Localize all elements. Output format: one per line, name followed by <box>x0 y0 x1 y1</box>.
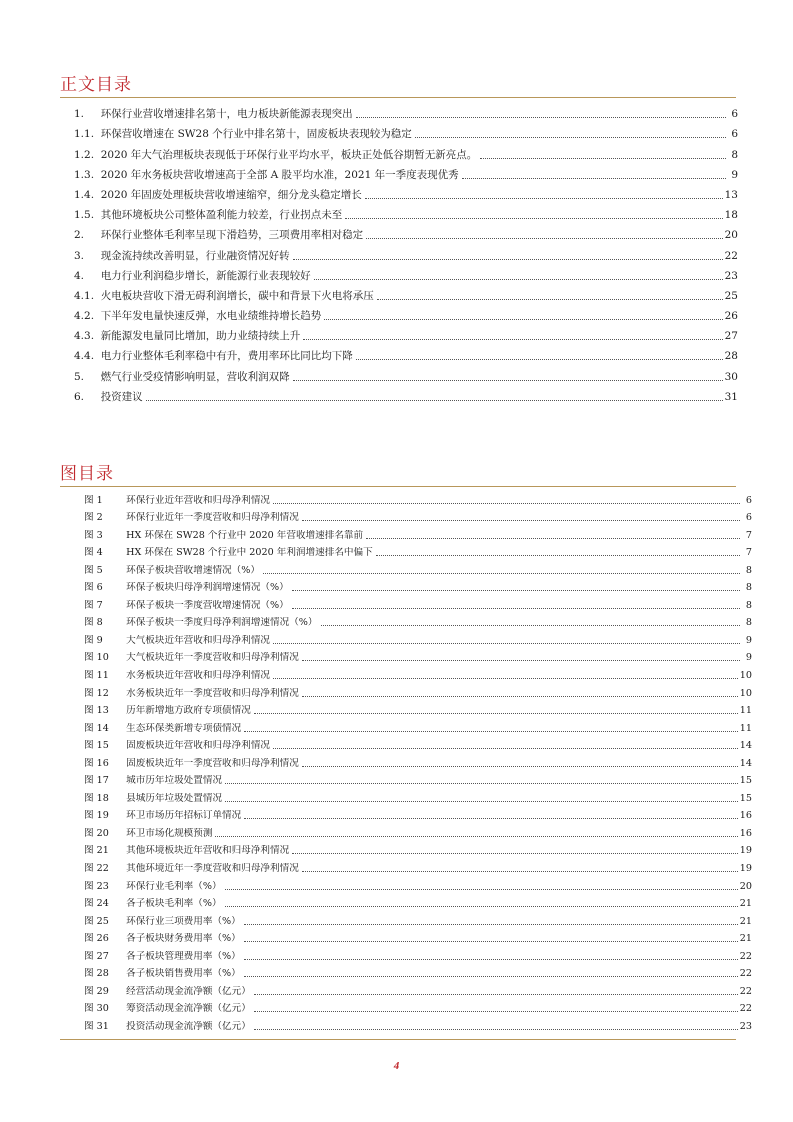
figure-entry-page-number: 19 <box>739 845 752 857</box>
figure-entry-page-number: 8 <box>745 617 752 629</box>
toc-entry-page-number: 23 <box>724 269 738 282</box>
figure-entry-number: 图 11 <box>84 670 109 682</box>
figure-entry-page-number: 21 <box>739 933 752 945</box>
figure-entry-17[interactable] <box>60 770 752 788</box>
figure-entry-page-number: 8 <box>745 599 752 611</box>
figure-entry-label <box>60 530 363 542</box>
figure-entry-label <box>60 705 251 717</box>
figure-entry-number: 图 14 <box>84 722 109 734</box>
figure-entry-19[interactable] <box>60 805 752 823</box>
leader-dots <box>302 520 740 521</box>
leader-dots <box>365 198 723 199</box>
figure-entry-12[interactable] <box>60 682 752 700</box>
toc-entry-label <box>60 250 290 263</box>
figure-entry-page-number: 19 <box>739 863 752 875</box>
toc-entry-page-number: 9 <box>731 168 738 181</box>
figure-entry-number: 图 5 <box>84 564 103 576</box>
toc-entry-text: 燃气行业受疫情影响明显，营收利润双降 <box>100 370 290 383</box>
figure-entry-label <box>60 810 241 822</box>
toc-entry-text: 2020 年水务板块营收增速高于全部 A 股平均水准，2021 年一季度表现优秀 <box>100 168 459 181</box>
figure-entry-text: HX 环保在 SW28 个行业中 2020 年利润增速排名中偏下 <box>126 547 373 559</box>
figure-entry-number: 图 25 <box>84 915 109 927</box>
figure-entry-number: 图 17 <box>84 775 109 787</box>
figure-entry-13[interactable] <box>60 700 752 718</box>
leader-dots <box>273 678 738 679</box>
figure-entry-text: 环卫市场历年招标订单情况 <box>126 810 242 822</box>
figure-entry-page-number: 16 <box>739 810 752 822</box>
leader-dots <box>244 731 738 732</box>
figure-entry-label <box>60 600 289 612</box>
figure-entry-26[interactable] <box>60 928 752 946</box>
figure-entry-28[interactable] <box>60 963 752 981</box>
leader-dots <box>254 713 738 714</box>
toc-entry-label <box>60 391 143 404</box>
figure-entry-text: 环保子板块一季度归母净利润增速情况（%） <box>126 617 318 629</box>
figure-entry-text: 大气板块近年营收和归母净利情况 <box>126 634 271 646</box>
figure-entry-text: 环卫市场化规模预测 <box>126 827 213 839</box>
toc-entry-text: 新能源发电量同比增加，助力业绩持续上升 <box>100 330 301 343</box>
leader-dots <box>292 608 740 609</box>
figure-entry-label <box>60 565 260 577</box>
leader-dots <box>480 158 726 159</box>
leader-dots <box>292 853 738 854</box>
toc-entry-number: 1.1. <box>74 128 95 141</box>
leader-dots <box>376 555 740 556</box>
leader-dots <box>225 783 738 784</box>
figure-entry-15[interactable] <box>60 735 752 753</box>
figure-entry-23[interactable] <box>60 875 752 893</box>
toc-entry-number: 4.1. <box>74 289 95 302</box>
leader-dots <box>314 279 723 280</box>
leader-dots <box>273 503 740 504</box>
leader-dots <box>356 117 726 118</box>
figure-entry-page-number: 9 <box>745 634 752 646</box>
leader-dots <box>244 959 738 960</box>
toc-entry-page-number: 31 <box>724 390 738 403</box>
figure-entry-page-number: 14 <box>739 740 752 752</box>
figure-entry-page-number: 15 <box>739 792 752 804</box>
toc-entry-4[interactable] <box>60 162 738 182</box>
figure-entry-label <box>60 582 289 594</box>
figure-entry-16[interactable] <box>60 752 752 770</box>
leader-dots <box>302 871 738 872</box>
figure-entry-number: 图 21 <box>84 845 109 857</box>
figure-entry-text: 环保行业毛利率（%） <box>126 880 222 892</box>
figure-entry-number: 图 23 <box>84 880 109 892</box>
figure-entry-label <box>60 670 270 682</box>
leader-dots <box>263 573 740 574</box>
toc-entry-page-number: 18 <box>724 209 738 222</box>
figure-entry-page-number: 15 <box>739 775 752 787</box>
toc-entry-text: 投资建议 <box>100 390 143 403</box>
toc-list <box>60 101 738 404</box>
figure-entry-label <box>60 933 241 945</box>
toc-entry-text: 电力行业整体毛利率稳中有升，费用率环比同比均下降 <box>100 350 353 363</box>
figure-entry-label <box>60 740 270 752</box>
toc-entry-text: 2020 年大气治理板块表现低于环保行业平均水平，板块正处低谷期暂无新亮点。 <box>100 148 478 161</box>
figure-entry-number: 图 8 <box>84 617 103 629</box>
leader-dots <box>273 643 740 644</box>
figure-entry-1[interactable] <box>60 489 752 507</box>
figure-entry-number: 图 7 <box>84 599 103 611</box>
leader-dots <box>146 400 723 401</box>
figure-entry-text: 环保行业近年营收和归母净利情况 <box>126 494 271 506</box>
figure-entry-text: 投资活动现金流净额（亿元） <box>126 1020 251 1032</box>
leader-dots <box>293 380 723 381</box>
figure-entry-page-number: 8 <box>745 582 752 594</box>
toc-entry-page-number: 8 <box>731 148 738 161</box>
figure-entry-number: 图 4 <box>84 547 103 559</box>
figure-entry-label <box>60 898 222 910</box>
toc-entry-1[interactable] <box>60 101 738 121</box>
figure-entry-number: 图 19 <box>84 810 109 822</box>
figure-entry-label <box>60 986 251 998</box>
figure-entry-number: 图 29 <box>84 985 109 997</box>
toc-entry-number: 4.4. <box>74 350 95 363</box>
toc-entry-12[interactable] <box>60 323 738 343</box>
figure-entry-20[interactable] <box>60 822 752 840</box>
figure-entry-page-number: 22 <box>739 950 752 962</box>
leader-dots <box>225 906 738 907</box>
toc-entry-page-number: 28 <box>724 350 738 363</box>
leader-dots <box>415 137 726 138</box>
figure-entry-text: 固废板块近年一季度营收和归母净利情况 <box>126 757 299 769</box>
figure-entry-27[interactable] <box>60 945 752 963</box>
figure-entry-page-number: 6 <box>745 494 752 506</box>
toc-entry-text: 下半年发电量快速反弹，水电业绩维持增长趋势 <box>100 310 322 323</box>
toc-entry-label <box>60 330 300 343</box>
figure-entry-number: 图 2 <box>84 512 103 524</box>
figure-entry-text: 其他环境近年一季度营收和归母净利情况 <box>126 863 299 875</box>
leader-dots <box>366 238 722 239</box>
toc-entry-page-number: 27 <box>724 330 738 343</box>
figure-entry-label <box>60 723 241 735</box>
figure-entry-number: 图 12 <box>84 687 109 699</box>
leader-dots <box>244 941 738 942</box>
leader-dots <box>244 924 738 925</box>
figure-entry-text: 各子板块财务费用率（%） <box>126 933 241 945</box>
toc-entry-3[interactable] <box>60 141 738 161</box>
toc-entry-2[interactable] <box>60 121 738 141</box>
figure-entry-18[interactable] <box>60 787 752 805</box>
toc-entry-number: 4. <box>74 269 85 282</box>
toc-entry-10[interactable] <box>60 283 738 303</box>
figure-entry-number: 图 31 <box>84 1020 109 1032</box>
toc-entry-label <box>60 209 342 222</box>
figure-entry-text: HX 环保在 SW28 个行业中 2020 年营收增速排名靠前 <box>126 529 364 541</box>
toc-entry-label <box>60 270 311 283</box>
toc-entry-text: 2020 年固废处理板块营收增速缩窄，细分龙头稳定增长 <box>100 188 362 201</box>
footer-rule <box>60 1039 736 1040</box>
toc-entry-label <box>60 371 290 384</box>
figure-entry-page-number: 10 <box>739 687 752 699</box>
toc-title-rule <box>60 97 736 98</box>
figure-entry-14[interactable] <box>60 717 752 735</box>
figure-entry-text: 筹资活动现金流净额（亿元） <box>126 1003 251 1015</box>
figure-entry-text: 各子板块毛利率（%） <box>126 898 222 910</box>
figure-entry-page-number: 7 <box>745 529 752 541</box>
leader-dots <box>293 259 723 260</box>
toc-entry-number: 6. <box>74 390 85 403</box>
figure-entry-24[interactable] <box>60 893 752 911</box>
toc-entry-11[interactable] <box>60 303 738 323</box>
figure-entry-page-number: 22 <box>739 985 752 997</box>
figure-entry-text: 各子板块管理费用率（%） <box>126 950 241 962</box>
toc-entry-number: 1.4. <box>74 188 95 201</box>
toc-entry-page-number: 25 <box>724 289 738 302</box>
toc-entry-page-number: 6 <box>731 108 738 121</box>
leader-dots <box>292 590 740 591</box>
toc-entry-text: 环保营收增速在 SW28 个行业中排名第十，固废板块表现较为稳定 <box>100 128 412 141</box>
figure-entry-page-number: 6 <box>745 512 752 524</box>
figure-entry-text: 各子板块销售费用率（%） <box>126 968 241 980</box>
leader-dots <box>324 319 722 320</box>
figure-entry-label <box>60 617 318 629</box>
figure-entry-number: 图 28 <box>84 968 109 980</box>
figure-entry-page-number: 20 <box>739 880 752 892</box>
leader-dots <box>302 660 740 661</box>
toc-entry-number: 3. <box>74 249 85 262</box>
figure-entry-page-number: 11 <box>739 722 752 734</box>
figure-entry-text: 环保行业三项费用率（%） <box>126 915 241 927</box>
leader-dots <box>244 976 738 977</box>
figure-entry-text: 环保子板块归母净利润增速情况（%） <box>126 582 289 594</box>
figure-entry-5[interactable] <box>60 559 752 577</box>
leader-dots <box>302 696 738 697</box>
figure-entry-text: 大气板块近年一季度营收和归母净利情况 <box>126 652 299 664</box>
leader-dots <box>302 766 738 767</box>
figure-entry-4[interactable] <box>60 542 752 560</box>
figure-entry-7[interactable] <box>60 594 752 612</box>
figure-entry-21[interactable] <box>60 840 752 858</box>
toc-entry-label <box>60 310 321 323</box>
figure-entry-number: 图 20 <box>84 827 109 839</box>
figure-entry-number: 图 26 <box>84 933 109 945</box>
toc-entry-9[interactable] <box>60 263 738 283</box>
figure-entry-label <box>60 828 212 840</box>
toc-entry-text: 环保行业整体毛利率呈现下滑趋势，三项费用率相对稳定 <box>100 229 364 242</box>
leader-dots <box>377 299 723 300</box>
figure-entry-number: 图 27 <box>84 950 109 962</box>
toc-entry-page-number: 13 <box>724 188 738 201</box>
figure-entry-6[interactable] <box>60 577 752 595</box>
leader-dots <box>303 339 722 340</box>
leader-dots <box>254 1011 738 1012</box>
toc-entry-number: 4.2. <box>74 310 95 323</box>
figure-entry-label <box>60 951 241 963</box>
toc-entry-5[interactable] <box>60 182 738 202</box>
toc-entry-label <box>60 169 459 182</box>
figure-entry-text: 城市历年垃圾处置情况 <box>126 775 223 787</box>
figure-entry-page-number: 9 <box>745 652 752 664</box>
figure-entry-label <box>60 495 270 507</box>
toc-entry-label <box>60 149 477 162</box>
toc-entry-label <box>60 128 412 141</box>
toc-entry-page-number: 22 <box>724 249 738 262</box>
figure-entry-label <box>60 1021 251 1033</box>
toc-entry-text: 火电板块营收下滑无碍利润增长，碳中和背景下火电将承压 <box>100 289 374 302</box>
figure-entry-number: 图 10 <box>84 652 109 664</box>
toc-entry-number: 4.3. <box>74 330 95 343</box>
toc-entry-label <box>60 229 363 242</box>
figure-entry-page-number: 23 <box>739 1020 752 1032</box>
leader-dots <box>254 994 738 995</box>
toc-entry-number: 2. <box>74 229 85 242</box>
toc-entry-text: 电力行业利润稳步增长，新能源行业表现较好 <box>100 269 311 282</box>
figure-entry-text: 固废板块近年营收和归母净利情况 <box>126 740 271 752</box>
figure-entry-text: 环保行业近年一季度营收和归母净利情况 <box>126 512 299 524</box>
page-number: 4 <box>393 1060 400 1072</box>
figure-entry-number: 图 22 <box>84 863 109 875</box>
figure-entry-25[interactable] <box>60 910 752 928</box>
leader-dots <box>321 625 740 626</box>
figure-entry-8[interactable] <box>60 612 752 630</box>
figure-entry-label <box>60 688 299 700</box>
leader-dots <box>225 889 738 890</box>
toc-entry-page-number: 20 <box>724 229 738 242</box>
figures-title-rule <box>60 486 736 487</box>
figure-entry-label <box>60 793 222 805</box>
toc-entry-label <box>60 108 353 121</box>
figure-entry-label <box>60 863 299 875</box>
figure-entry-29[interactable] <box>60 980 752 998</box>
figure-entry-11[interactable] <box>60 664 752 682</box>
leader-dots <box>225 801 738 802</box>
figure-entry-label <box>60 968 241 980</box>
figure-entry-text: 县城历年垃圾处置情况 <box>126 792 223 804</box>
figure-entry-text: 水务板块近年一季度营收和归母净利情况 <box>126 687 299 699</box>
leader-dots <box>356 359 723 360</box>
figure-entry-3[interactable] <box>60 524 752 542</box>
figure-entry-text: 其他环境板块近年营收和归母净利情况 <box>126 845 290 857</box>
toc-entry-text: 现金流持续改善明显，行业融资情况好转 <box>100 249 290 262</box>
figure-entry-number: 图 16 <box>84 757 109 769</box>
toc-entry-number: 1. <box>74 108 85 121</box>
figure-entry-text: 环保子板块一季度营收增速情况（%） <box>126 599 289 611</box>
figure-entry-page-number: 7 <box>745 547 752 559</box>
toc-entry-page-number: 26 <box>724 310 738 323</box>
figure-entry-text: 生态环保类新增专项债情况 <box>126 722 242 734</box>
figure-entry-label <box>60 547 373 559</box>
figure-entry-label <box>60 512 299 524</box>
figure-entry-label <box>60 758 299 770</box>
figure-entry-number: 图 18 <box>84 792 109 804</box>
leader-dots <box>345 218 722 219</box>
figure-entry-page-number: 8 <box>745 564 752 576</box>
leader-dots <box>366 538 740 539</box>
figure-entry-label <box>60 881 222 893</box>
figures-title: 图目录 <box>60 464 114 484</box>
figure-entry-page-number: 11 <box>739 705 752 717</box>
toc-entry-6[interactable] <box>60 202 738 222</box>
figure-entry-10[interactable] <box>60 647 752 665</box>
figure-entry-page-number: 14 <box>739 757 752 769</box>
figure-entry-label <box>60 845 289 857</box>
toc-entry-number: 1.5. <box>74 209 95 222</box>
leader-dots <box>215 836 737 837</box>
figure-entry-label <box>60 1003 251 1015</box>
toc-entry-8[interactable] <box>60 242 738 262</box>
toc-entry-number: 5. <box>74 370 85 383</box>
figure-entry-page-number: 22 <box>739 968 752 980</box>
toc-entry-13[interactable] <box>60 343 738 363</box>
toc-entry-page-number: 30 <box>724 370 738 383</box>
toc-entry-number: 1.2. <box>74 148 95 161</box>
figures-list <box>60 489 752 1033</box>
toc-entry-14[interactable] <box>60 363 738 383</box>
figure-entry-label <box>60 775 222 787</box>
leader-dots <box>244 818 738 819</box>
toc-title: 正文目录 <box>60 75 132 95</box>
toc-entry-text: 环保行业营收增速排名第十，电力板块新能源表现突出 <box>100 108 353 121</box>
figure-entry-text: 水务板块近年营收和归母净利情况 <box>126 670 271 682</box>
figure-entry-page-number: 21 <box>739 898 752 910</box>
figure-entry-number: 图 1 <box>84 494 103 506</box>
figure-entry-text: 经营活动现金流净额（亿元） <box>126 985 251 997</box>
toc-entry-page-number: 6 <box>731 128 738 141</box>
figure-entry-number: 图 6 <box>84 582 103 594</box>
figure-entry-page-number: 22 <box>739 1003 752 1015</box>
figure-entry-2[interactable] <box>60 507 752 525</box>
toc-entry-label <box>60 290 374 303</box>
figure-entry-22[interactable] <box>60 857 752 875</box>
toc-entry-label <box>60 350 353 363</box>
leader-dots <box>273 748 738 749</box>
figure-entry-label <box>60 916 241 928</box>
figure-entry-number: 图 24 <box>84 898 109 910</box>
toc-entry-15[interactable] <box>60 384 738 404</box>
figure-entry-number: 图 30 <box>84 1003 109 1015</box>
figure-entry-label <box>60 635 270 647</box>
figure-entry-page-number: 21 <box>739 915 752 927</box>
leader-dots <box>462 178 726 179</box>
figure-entry-page-number: 16 <box>739 827 752 839</box>
figure-entry-number: 图 13 <box>84 705 109 717</box>
toc-entry-7[interactable] <box>60 222 738 242</box>
figure-entry-page-number: 10 <box>739 670 752 682</box>
figure-entry-31[interactable] <box>60 1015 752 1033</box>
figure-entry-text: 环保子板块营收增速情况（%） <box>126 564 260 576</box>
figure-entry-number: 图 3 <box>84 529 103 541</box>
figure-entry-9[interactable] <box>60 629 752 647</box>
toc-entry-number: 1.3. <box>74 168 95 181</box>
figure-entry-30[interactable] <box>60 998 752 1016</box>
figure-entry-number: 图 15 <box>84 740 109 752</box>
figure-entry-text: 历年新增地方政府专项债情况 <box>126 705 251 717</box>
toc-entry-text: 其他环境板块公司整体盈利能力较差，行业拐点未至 <box>100 209 343 222</box>
leader-dots <box>254 1029 738 1030</box>
figure-entry-number: 图 9 <box>84 634 103 646</box>
toc-entry-label <box>60 189 362 202</box>
figure-entry-label <box>60 652 299 664</box>
